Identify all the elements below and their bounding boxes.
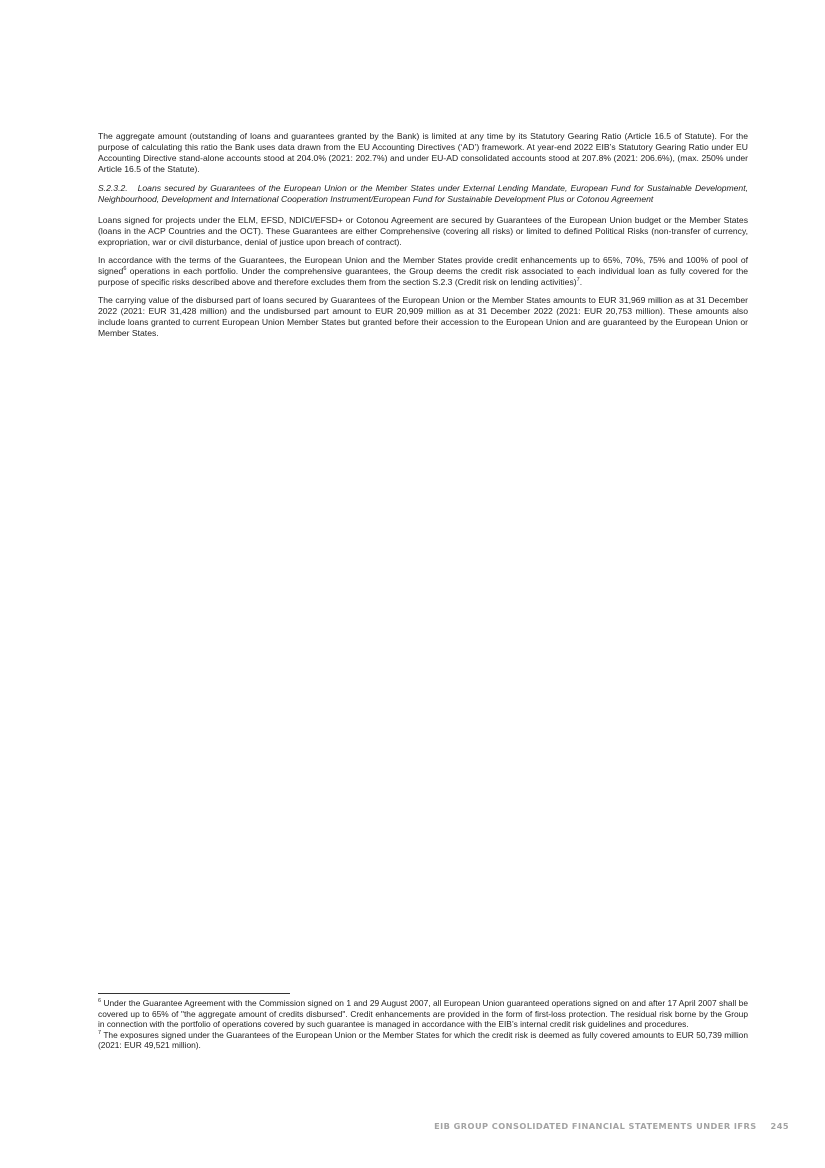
footnote-text: The exposures signed under the Guarantees of the European Union or the Member States for which the credit risk is deemed as fully covered amounts to EUR 50,739 million (2021: EUR 49,521 million). <box>98 1029 748 1051</box>
page-number: 245 <box>770 1121 789 1131</box>
paragraph-credit-enhancements <box>98 255 748 288</box>
footer-title: EIB GROUP CONSOLIDATED FINANCIAL STATEMENTS UNDER IFRS <box>434 1121 757 1131</box>
footnote <box>98 998 748 1030</box>
section-heading <box>98 183 748 205</box>
footnote-divider <box>98 993 290 994</box>
footnote-marker: 6 <box>98 998 102 1005</box>
paragraph-gearing-ratio: The aggregate amount (outstanding of loans and guarantees granted by the Bank) is limited at any time by its Statutory Gearing Ratio (Article 16.5 of Statute). For the purpose of calculating this ratio the Bank uses data drawn from the EU Accounting Directives (‘AD’) framework. At year-end 2022 EIB’s Statutory Gearing Ratio under EU Accounting Directive stand-alone accounts stood at 204.0% (2021: 202.7%) and under EU-AD consolidated accounts stood at 207.8% (2021: 206.6%), (max. 250% under Article 16.5 of the Statute). <box>98 131 748 174</box>
footnote-reference: 7 <box>576 277 580 284</box>
paragraph-text-part: operations in each portfolio. Under the comprehensive guarantees, the Group deems the credit risk associated to each individual loan as fully covered for the purpose of specific risks described above and therefore excludes them from the section S.2.3 (Credit risk on lending activities) <box>98 266 748 287</box>
footnotes <box>98 998 748 1051</box>
section-number: S.2.3.2. <box>98 183 128 193</box>
paragraph-carrying-value: The carrying value of the disbursed part of loans secured by Guarantees of the European Union or the Member States amounts to EUR 31,969 million as at 31 December 2022 (2021: EUR 31,428 million) and the undisbursed part amount to EUR 20,909 million as at 31 December 2022 (2021: EUR 20,753 million). These amounts also include loans granted to current European Union Member States but granted before their accession to the European Union and are guaranteed by the European Union or Member States. <box>98 295 748 338</box>
footnote-text: Under the Guarantee Agreement with the Commission signed on 1 and 29 August 2007, all European Union guaranteed operations signed on and after 17 April 2007 shall be covered up to 65% of "the aggregate amount of credits disbursed". Credit enhancements are provided in the form of first-loss protection. The residual risk borne by the Group in connection with the portfolio of operations covered by such guarantee is managed in accordance with the EIB’s internal credit risk guidelines and procedures. <box>98 998 748 1030</box>
footnote-reference: 6 <box>123 266 127 273</box>
page-footer <box>434 1121 789 1131</box>
paragraph-text-part: . <box>579 277 583 287</box>
paragraph-loans-signed: Loans signed for projects under the ELM, EFSD, NDICI/EFSD+ or Cotonou Agreement are secured by Guarantees of the European Union budget or the Member States (loans in the ACP Countries and the OCT). These Guarantees are either Comprehensive (covering all risks) or limited to defined Political Risks (non-transfer of currency, expropriation, war or civil disturbance, denial of justice upon breach of contract). <box>98 215 748 247</box>
main-content <box>98 131 748 346</box>
paragraph-text-part: In accordance with the terms of the Guarantees, the European Union and the Member States provide credit enhancements up to 65%, 70%, 75% and 100% of pool of signed <box>98 255 748 276</box>
footnote <box>98 1030 748 1051</box>
section-title: Loans secured by Guarantees of the European Union or the Member States under External Lending Mandate, European Fund for Sustainable Development, Neighbourhood, Development and International Cooperation Instrument/European Fund for Sustainable Development Plus or Cotonou Agreement <box>98 183 748 204</box>
footnote-marker: 7 <box>98 1029 102 1036</box>
